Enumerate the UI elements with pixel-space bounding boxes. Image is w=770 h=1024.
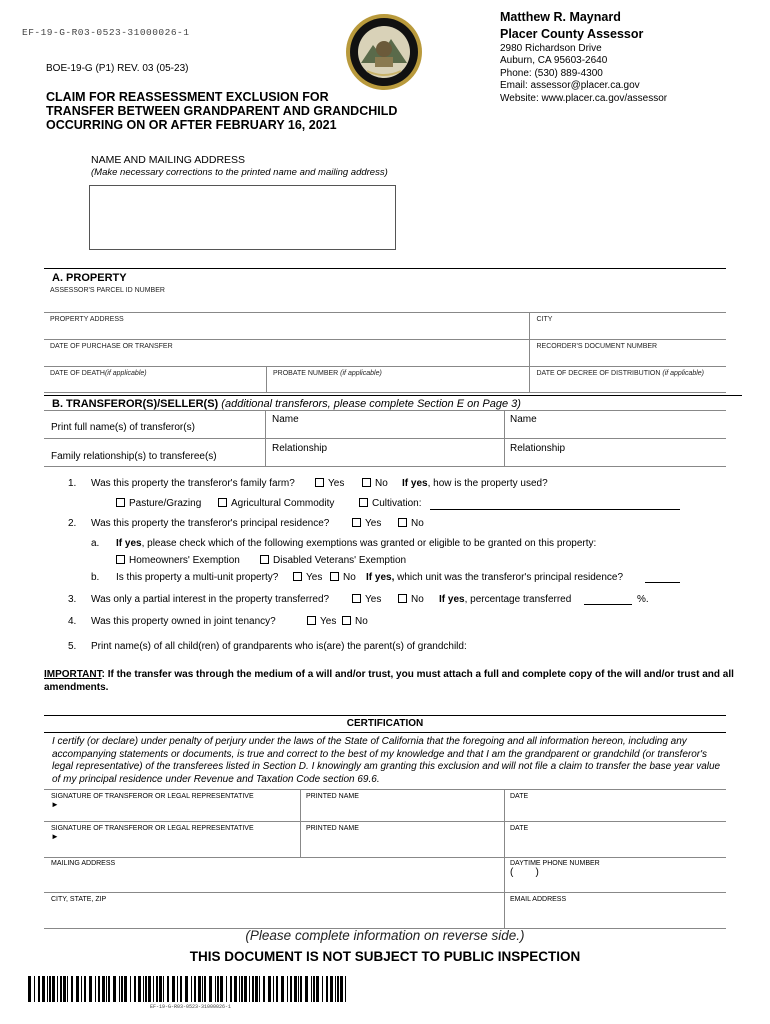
probate-label: PROBATE NUMBER <box>273 369 339 377</box>
important-label: IMPORTANT <box>44 669 102 680</box>
recorder-doc-label: RECORDER'S DOCUMENT NUMBER <box>536 342 658 350</box>
county-seal-logo <box>345 13 423 91</box>
date-death-field[interactable] <box>44 366 267 392</box>
qb-yes-checkbox[interactable] <box>293 572 322 583</box>
checkbox-icon <box>116 498 125 507</box>
printed-name-field-1[interactable] <box>306 793 359 800</box>
pasture-checkbox[interactable] <box>116 498 201 509</box>
checkbox-icon <box>362 478 371 487</box>
if-yes-label: If yes <box>116 538 142 549</box>
qa-text <box>116 538 596 549</box>
q3-yes-checkbox[interactable] <box>352 594 381 605</box>
sig2-label: SIGNATURE OF TRANSFEROR OR LEGAL REPRESENTATIVE <box>51 825 254 832</box>
parcel-number-field[interactable] <box>44 284 726 312</box>
printed1-label: PRINTED NAME <box>306 793 359 800</box>
q3-number: 3. <box>68 594 77 605</box>
email-label: EMAIL ADDRESS <box>510 896 567 903</box>
date2-label: DATE <box>510 825 529 832</box>
barcode-image <box>28 976 350 1002</box>
q5-number: 5. <box>68 641 77 652</box>
no-label: No <box>343 572 356 583</box>
signature-field-1[interactable] <box>51 793 254 809</box>
q2-yes-checkbox[interactable] <box>352 518 381 529</box>
checkbox-icon <box>398 518 407 527</box>
sig1-label: SIGNATURE OF TRANSFEROR OR LEGAL REPRESENTATIVE <box>51 793 254 800</box>
important-text: : If the transfer was through the medium of a will and/or trust, you must attach a full and complete copy of the will and/or trust and all amendments. <box>44 669 734 693</box>
decree-label: DATE OF DECREE OF DISTRIBUTION <box>536 369 661 377</box>
pasture-label: Pasture/Grazing <box>129 498 202 509</box>
form-code: EF-19-G-R03-0523-31000026-1 <box>22 27 190 38</box>
checkbox-icon <box>293 572 302 581</box>
date1-label: DATE <box>510 793 529 800</box>
email-field[interactable] <box>510 896 566 903</box>
arrow-icon: ► <box>51 800 59 809</box>
qb-rest: which unit was the transferor's principal residence? <box>397 572 624 583</box>
printed2-label: PRINTED NAME <box>306 825 359 832</box>
signature-grid <box>44 789 726 929</box>
no-label: No <box>411 594 424 605</box>
qb-number: b. <box>91 572 100 583</box>
parcel-label: ASSESSOR'S PARCEL ID NUMBER <box>50 287 165 294</box>
homeowners-checkbox[interactable] <box>116 555 240 566</box>
q3-text: Was only a partial interest in the property transferred? <box>91 594 330 605</box>
checkbox-icon <box>260 555 269 564</box>
checkbox-icon <box>218 498 227 507</box>
printed-name-field-2[interactable] <box>306 825 359 832</box>
title-line-3: OCCURRING ON OR AFTER FEBRUARY 16, 2021 <box>46 118 337 132</box>
address-line: 2980 Richardson Drive <box>500 43 602 54</box>
name-address-label: NAME AND MAILING ADDRESS <box>91 154 246 166</box>
q1-number: 1. <box>68 478 77 489</box>
q2-number: 2. <box>68 518 77 529</box>
date-field-2[interactable] <box>510 825 528 832</box>
date-death-label: DATE OF DEATH <box>50 369 105 377</box>
q1-yes-checkbox[interactable] <box>315 478 344 489</box>
assessor-title: Placer County Assessor <box>500 27 644 41</box>
checkbox-icon <box>330 572 339 581</box>
checkbox-icon <box>352 594 361 603</box>
transferor-grid <box>44 410 726 467</box>
phone-label: DAYTIME PHONE NUMBER <box>510 860 600 867</box>
phone-field[interactable] <box>510 860 600 878</box>
yes-label: Yes <box>328 478 345 489</box>
q5-text: Print name(s) of all child(ren) of grandparents who is(are) the parent(s) of grandchild: <box>91 641 467 652</box>
public-inspection-note: THIS DOCUMENT IS NOT SUBJECT TO PUBLIC INSPECTION <box>189 949 581 964</box>
property-table <box>44 284 726 393</box>
q4-yes-checkbox[interactable] <box>307 616 336 627</box>
q4-number: 4. <box>68 616 77 627</box>
property-address-field[interactable] <box>44 312 530 339</box>
name-address-box[interactable] <box>89 185 396 250</box>
checkbox-icon <box>342 616 351 625</box>
section-b-title: B. TRANSFEROR(S)/SELLER(S) <box>52 398 219 410</box>
if-yes-label: If yes, <box>366 572 395 583</box>
cultivation-line[interactable] <box>430 509 680 510</box>
phone-line: Phone: (530) 889-4300 <box>500 67 603 79</box>
homeowners-label: Homeowners' Exemption <box>129 555 240 566</box>
property-address-label: PROPERTY ADDRESS <box>50 315 124 323</box>
family-relationship-label: Family relationship(s) to transferee(s) <box>51 451 217 462</box>
form-title <box>46 90 397 132</box>
city-label: CITY <box>536 315 553 323</box>
phone-parens: ( ) <box>510 867 539 878</box>
checkbox-icon <box>307 616 316 625</box>
reverse-side-note: (Please complete information on reverse side.) <box>245 928 525 943</box>
transferor-name-1[interactable]: Name <box>272 414 299 425</box>
yes-label: Yes <box>306 572 323 583</box>
no-label: No <box>375 478 388 489</box>
website-line: Website: www.placer.ca.gov/assessor <box>500 92 668 104</box>
q3-rest: , percentage transferred <box>464 594 572 605</box>
title-line-1: CLAIM FOR REASSESSMENT EXCLUSION FOR <box>46 90 329 104</box>
transferor-name-2[interactable]: Name <box>510 414 537 425</box>
certification-text: I certify (or declare) under penalty of perjury under the laws of the State of California that the foregoing and all information hereon, including any accompanying statements or documents, is true and correct to the best of my knowledge and that I am the grandparent or grandchild (or transferor's legal representative) of the transferees listed in Section D. I knowingly am granting this exclusion and will not file a claim to transfer the base year value of my principal residence under Revenue and Taxation Code section 69.6. <box>52 736 721 785</box>
mailing-address-field[interactable] <box>51 860 115 867</box>
city-state-label: CITY, STATE, ZIP <box>51 896 107 903</box>
qb-no-checkbox[interactable] <box>330 572 356 583</box>
mailing-label: MAILING ADDRESS <box>51 860 116 867</box>
name-address-sublabel: (Make necessary corrections to the printed name and mailing address) <box>91 167 388 178</box>
assessor-address <box>500 43 667 105</box>
qa-number: a. <box>91 538 100 549</box>
q3-no-checkbox[interactable] <box>398 594 424 605</box>
qb-text: Is this property a multi-unit property? <box>116 572 279 583</box>
city-field[interactable] <box>530 312 726 339</box>
section-b-note: (additional transferors, please complete Section E on Page 3) <box>221 398 521 410</box>
signature-field-2[interactable] <box>51 825 254 841</box>
q4-text: Was this property owned in joint tenancy? <box>91 616 276 627</box>
assessor-block <box>500 9 643 43</box>
checkbox-icon <box>116 555 125 564</box>
checkbox-icon <box>398 594 407 603</box>
important-note <box>44 668 734 694</box>
veterans-checkbox[interactable] <box>260 555 406 566</box>
barcode-text: EF-19-G-R03-0523-31000026-1 <box>150 1004 232 1010</box>
arrow-icon: ► <box>51 832 59 841</box>
if-yes-label: If yes <box>402 478 428 489</box>
percentage-line[interactable] <box>584 604 632 605</box>
address-line: Auburn, CA 95603-2640 <box>500 55 608 67</box>
q3-if-yes <box>439 594 571 605</box>
date-death-note: (if applicable) <box>104 369 147 377</box>
section-a <box>44 268 726 284</box>
section-b-header <box>44 395 742 410</box>
no-label: No <box>411 518 424 529</box>
date-field-1[interactable] <box>510 793 528 800</box>
print-names-label: Print full name(s) of transferor(s) <box>51 422 195 433</box>
checkbox-icon <box>352 518 361 527</box>
decree-note: (if applicable) <box>662 369 705 377</box>
assessor-name: Matthew R. Maynard <box>500 10 621 24</box>
q4-no-checkbox[interactable] <box>342 616 368 627</box>
checkbox-icon <box>315 478 324 487</box>
form-number: BOE-19-G (P1) REV. 03 (05-23) <box>46 63 189 74</box>
date-purchase-label: DATE OF PURCHASE OR TRANSFER <box>50 342 173 350</box>
q1-if-yes <box>402 478 548 489</box>
agricultural-checkbox[interactable] <box>218 498 334 509</box>
recorder-doc-field[interactable] <box>530 339 726 366</box>
unit-line[interactable] <box>645 582 680 583</box>
yes-label: Yes <box>320 616 337 627</box>
yes-label: Yes <box>365 518 382 529</box>
yes-label: Yes <box>365 594 382 605</box>
if-yes-label: If yes <box>439 594 465 605</box>
section-a-title: A. PROPERTY <box>52 272 127 284</box>
transferor-relationship-1[interactable]: Relationship <box>272 443 328 454</box>
certification-header: CERTIFICATION <box>44 715 726 733</box>
q1-no-checkbox[interactable] <box>362 478 388 489</box>
q2-text: Was this property the transferor's principal residence? <box>91 518 330 529</box>
no-label: No <box>355 616 368 627</box>
q1-text: Was this property the transferor's family farm? <box>91 478 295 489</box>
email-line: Email: assessor@placer.ca.gov <box>500 80 640 92</box>
decree-field[interactable] <box>530 366 726 392</box>
percent-sign: %. <box>637 594 649 605</box>
qb-if-yes <box>366 572 623 583</box>
city-state-zip-field[interactable] <box>51 896 106 903</box>
date-purchase-field[interactable] <box>44 339 530 366</box>
cultivation-label: Cultivation: <box>372 498 422 509</box>
qa-rest: , please check which of the following exemptions was granted or eligible to be granted on this property: <box>141 538 597 549</box>
agricultural-label: Agricultural Commodity <box>231 498 335 509</box>
cultivation-checkbox[interactable] <box>359 498 421 509</box>
title-line-2: TRANSFER BETWEEN GRANDPARENT AND GRANDCHILD <box>46 104 398 118</box>
q1-ifyes-text: , how is the property used? <box>427 478 548 489</box>
transferor-relationship-2[interactable]: Relationship <box>510 443 566 454</box>
veterans-label: Disabled Veterans' Exemption <box>273 555 407 566</box>
q2-no-checkbox[interactable] <box>398 518 424 529</box>
probate-note: (if applicable) <box>340 369 382 377</box>
checkbox-icon <box>359 498 368 507</box>
probate-field[interactable] <box>267 366 530 392</box>
